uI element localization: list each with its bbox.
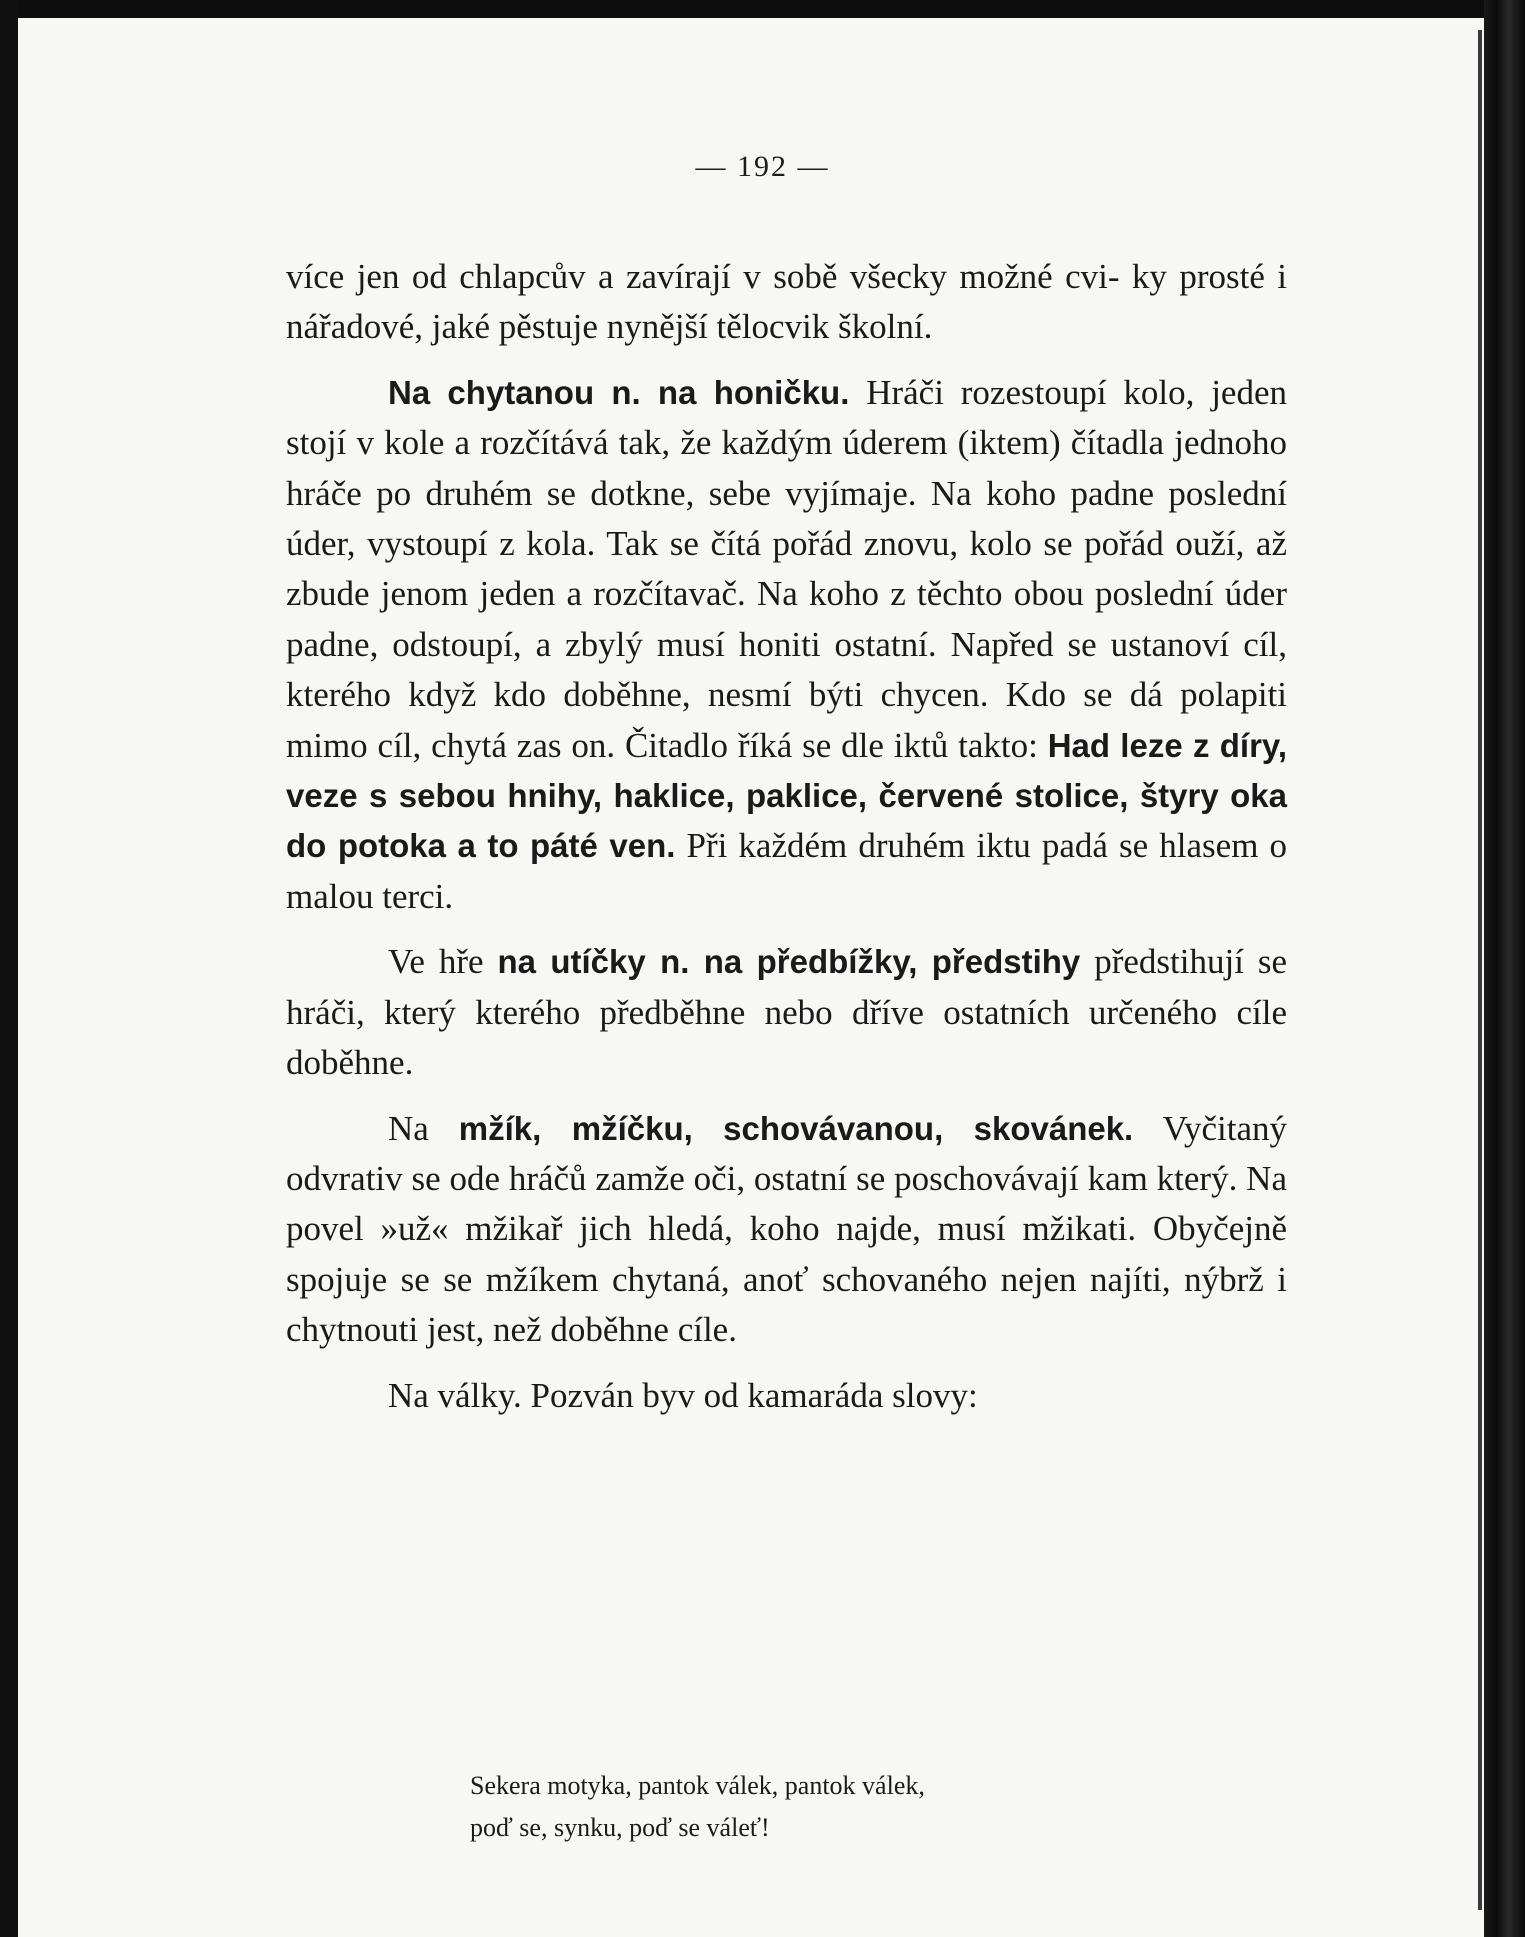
paragraph-text: Vyčitaný odvrativ se ode hráčů zamže oči, ostatní se poschovávají kam který. Na povel »už« mžikař jich hledá, koho najde, musí mžikati. Obyčejně spojuje se se mžíkem chytaná, anoť schovaného nejen najíti, nýbrž i chytnouti jest, než doběhne cíle. [286, 1108, 1287, 1350]
paragraph-text: předstihují se hráči, který kterého předběhne nebo dříve ostatních určeného cíle doběhne. [286, 942, 1288, 1083]
scan-border-right [1484, 0, 1525, 1937]
section-heading: Na chytanou n. na honičku. [388, 373, 850, 411]
paragraph-valky [286, 1371, 1287, 1421]
page-number: — 192 — [695, 150, 830, 183]
counting-rhyme: Had leze z díry, veze s sebou hnihy, haklice, paklice, červené stolice, štyry oka do potoka a to páté ven. [286, 726, 1287, 865]
text-line: ky prosté i nářadové, jaké pěstuje nynější tělocvik školní. [286, 257, 1288, 347]
paragraph-lead: Na [388, 1108, 429, 1148]
scan-border-left [0, 0, 18, 1937]
section-heading: na utíčky n. na předbížky, předstihy [497, 943, 1081, 981]
paragraph-chytana [286, 368, 1287, 922]
paragraph-mzik [286, 1104, 1287, 1356]
paragraph-text: Pozván byv od kamaráda slovy: [530, 1375, 978, 1415]
paragraph-lead: Ve hře [388, 942, 484, 982]
section-heading: Na války. [388, 1375, 522, 1415]
verse-line: poď se, synku, poď se váleť! [470, 1813, 770, 1842]
paragraph-text: Při každém druhém iktu padá se hlasem o malou terci. [286, 826, 1288, 916]
page-spine-line [1478, 30, 1482, 1910]
body-text [286, 252, 1287, 1421]
text-line: více jen od chlapcův a zavírají v sobě všecky možné cvi- [286, 257, 1120, 296]
paragraph-uticky [286, 937, 1287, 1088]
verse-line: Sekera motyka, pantok válek, pantok válek, [470, 1771, 925, 1800]
verse-quote [470, 1765, 1170, 1849]
section-heading: mžík, mžíčku, schovávanou, skovánek. [458, 1109, 1134, 1147]
paragraph-continuation [286, 252, 1287, 353]
paragraph-text: Hráči rozestoupí kolo, jeden stojí v kole a rozčítává tak, že každým úderem (iktem) čítadla jednoho hráče po druhém se dotkne, sebe vyjímaje. Na koho padne poslední úder, vystoupí z kola. Tak se čítá pořád znovu, kolo se pořád ouží, až zbude jenom jeden a rozčítavač. Na koho z těchto obou poslední úder padne, odstoupí, a zbylý musí honiti ostatní. Napřed se ustanoví cíl, kterého když kdo doběhne, nesmí býti chycen. Kdo se dá polapiti mimo cíl, chytá zas on. Čitadlo říká se dle iktů takto: [286, 372, 1287, 765]
